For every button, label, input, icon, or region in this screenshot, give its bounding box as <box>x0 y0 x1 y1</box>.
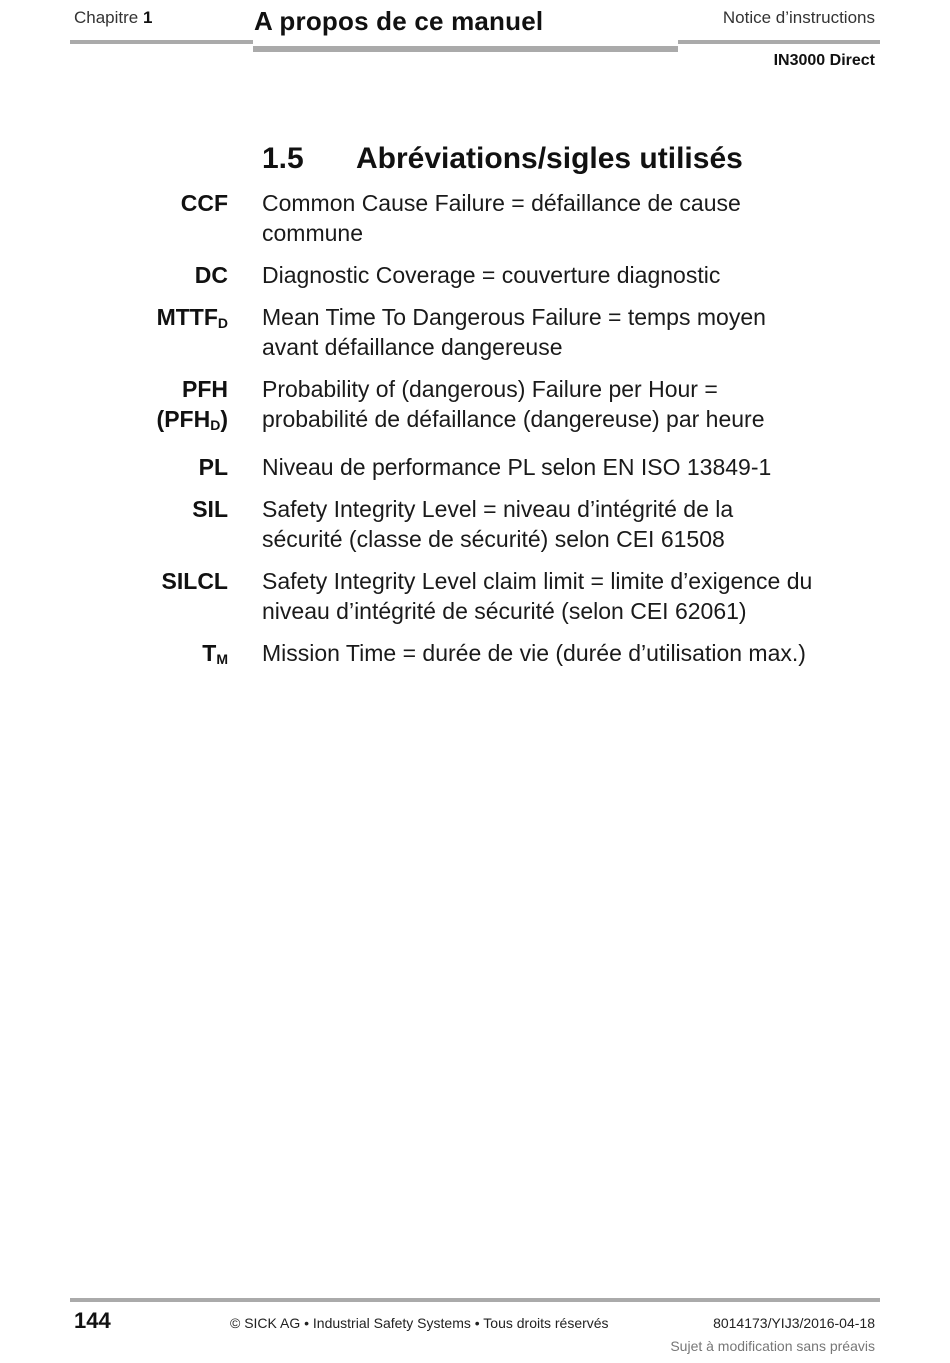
abbreviation-row <box>70 302 880 362</box>
abbreviation-definition: Safety Integrity Level claim limit = limite d’exigence du niveau d’intégrité de sécurité (selon CEI 62061) <box>262 568 813 624</box>
abbreviation-row <box>70 452 880 482</box>
abbreviation-definition: Mission Time = durée de vie (durée d’utilisation max.) <box>262 640 806 666</box>
product-name: IN3000 Direct <box>773 52 875 69</box>
abbreviation-row <box>70 260 880 290</box>
abbreviation-definition: Diagnostic Coverage = couverture diagnostic <box>262 262 721 288</box>
abbreviation-term: $T_M$ <box>202 640 228 667</box>
chapter-label: Chapitre 1 <box>74 8 153 27</box>
abbreviation-row <box>70 188 880 248</box>
abbreviation-row <box>70 374 880 440</box>
abbreviation-term: $MTTF_D$ <box>156 304 228 331</box>
header-rule-middle <box>253 46 678 52</box>
footer-rule <box>70 1298 880 1302</box>
abbreviation-term: SILCL <box>161 568 228 594</box>
abbreviation-row <box>70 638 880 674</box>
abbreviation-term: PFH $(PFH_D)$ <box>156 376 228 433</box>
abbreviation-definition: Common Cause Failure = défaillance de cause commune <box>262 190 741 246</box>
header-rule-left <box>70 40 253 44</box>
abbreviation-row <box>70 566 880 626</box>
chapter-number: 1 <box>143 8 153 27</box>
document-reference: 8014173/YIJ3/2016-04-18 <box>713 1315 875 1331</box>
abbreviation-definition: Niveau de performance PL selon EN ISO 13849-1 <box>262 454 772 480</box>
abbreviation-term: DC <box>194 262 228 288</box>
section-number: 1.5 <box>262 142 304 175</box>
abbreviation-definition: Safety Integrity Level = niveau d’intégrité de la sécurité (classe de sécurité) selon CEI 61508 <box>262 496 734 552</box>
abbreviation-term: SIL <box>192 496 228 522</box>
abbreviation-definition: Mean Time To Dangerous Failure = temps moyen avant défaillance dangereuse <box>262 304 766 360</box>
doc-type: Notice d’instructions <box>722 8 875 27</box>
abbreviation-definition: Probability of (dangerous) Failure per Hour = probabilité de défaillance (dangereuse) par heure <box>262 376 765 432</box>
page-header-title: A propos de ce manuel <box>254 6 544 36</box>
copyright-notice: © SICK AG • Industrial Safety Systems • Tous droits réservés <box>230 1315 609 1331</box>
abbreviation-term: CCF <box>180 190 228 216</box>
abbreviation-row <box>70 494 880 554</box>
abbreviation-term: PL <box>198 454 228 480</box>
page-number: 144 <box>74 1308 111 1333</box>
section-heading <box>262 142 743 176</box>
section-title: Abréviations/sigles utilisés <box>356 142 743 175</box>
header-rule-right <box>678 40 880 44</box>
change-notice: Sujet à modification sans préavis <box>670 1338 875 1354</box>
abbreviation-list <box>70 188 880 686</box>
